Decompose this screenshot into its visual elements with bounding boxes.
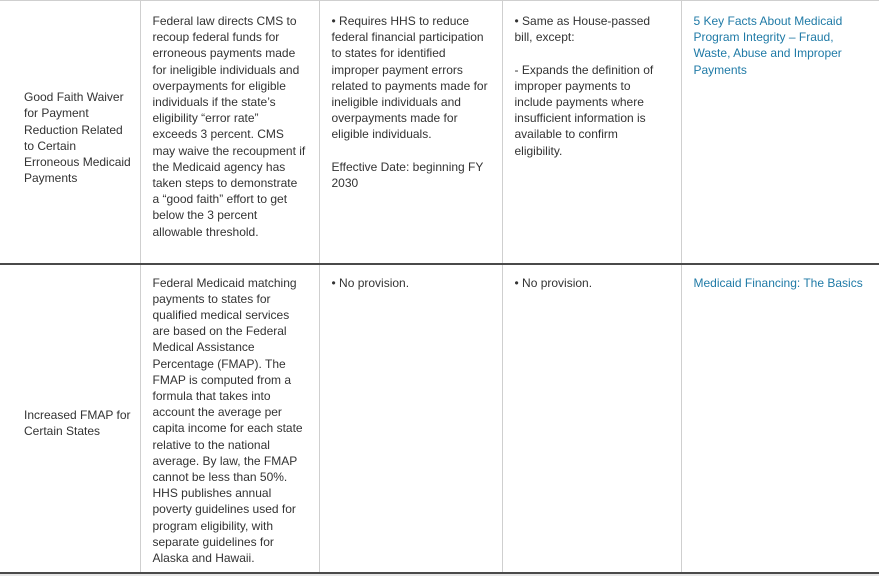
resource-link[interactable]: Medicaid Financing: The Basics (693, 275, 863, 290)
current-law-text: Federal law directs CMS to recoup federal funds for erroneous payments made for ineligible individuals and overpayments for eligible individuals if the state’s eligibility “error rate” exceeds 3 percent. CMS may waive the recoupment if the Medicaid agency has taken steps to demonstrate a “good faith” effort to get below the 3 percent allowable threshold. (152, 14, 306, 239)
table-row (0, 1, 879, 264)
provision-label: Good Faith Waiver for Payment Reduction Related to Certain Erroneous Medicaid Payments (24, 90, 131, 186)
senate-bill-cell (502, 264, 681, 573)
current-law-text: Federal Medicaid matching payments to states for qualified medical services are based on the Federal Medical Assistance Percentage (FMAP). The FMAP is computed from a formula that takes into account the average per capita income for each state relative to the national average. By law, the FMAP cannot be less than 50%. HHS publishes annual poverty guidelines used for program eligibility, with separate guidelines for Alaska and Hawaii. (152, 275, 303, 565)
house-bill-text: • No provision. (331, 275, 410, 290)
resource-cell (681, 264, 879, 573)
footer-strip (0, 573, 879, 576)
table-row (0, 264, 879, 573)
provision-label: Increased FMAP for Certain States (24, 407, 131, 438)
provision-cell (0, 1, 140, 264)
resource-cell (681, 1, 879, 264)
house-bill-cell (319, 264, 502, 573)
house-bill-cell (319, 1, 502, 264)
table-footer-rule (0, 573, 879, 576)
senate-bill-text: • Same as House-passed bill, except: - Expands the definition of improper payments to include payments where insufficient information is available to confirm eligibility. (514, 14, 654, 158)
current-law-cell (140, 264, 319, 573)
resource-link[interactable]: 5 Key Facts About Medicaid Program Integrity – Fraud, Waste, Abuse and Improper Payments (693, 14, 843, 77)
current-law-cell (140, 1, 319, 264)
senate-bill-cell (502, 1, 681, 264)
provision-cell (0, 264, 140, 573)
house-bill-text: • Requires HHS to reduce federal financial participation to states for identified improper payment errors related to payments made for ineligible individuals and overpayments made for eligible individuals. Effective Date: beginning FY 2030 (331, 14, 488, 191)
senate-bill-text: • No provision. (514, 275, 593, 290)
